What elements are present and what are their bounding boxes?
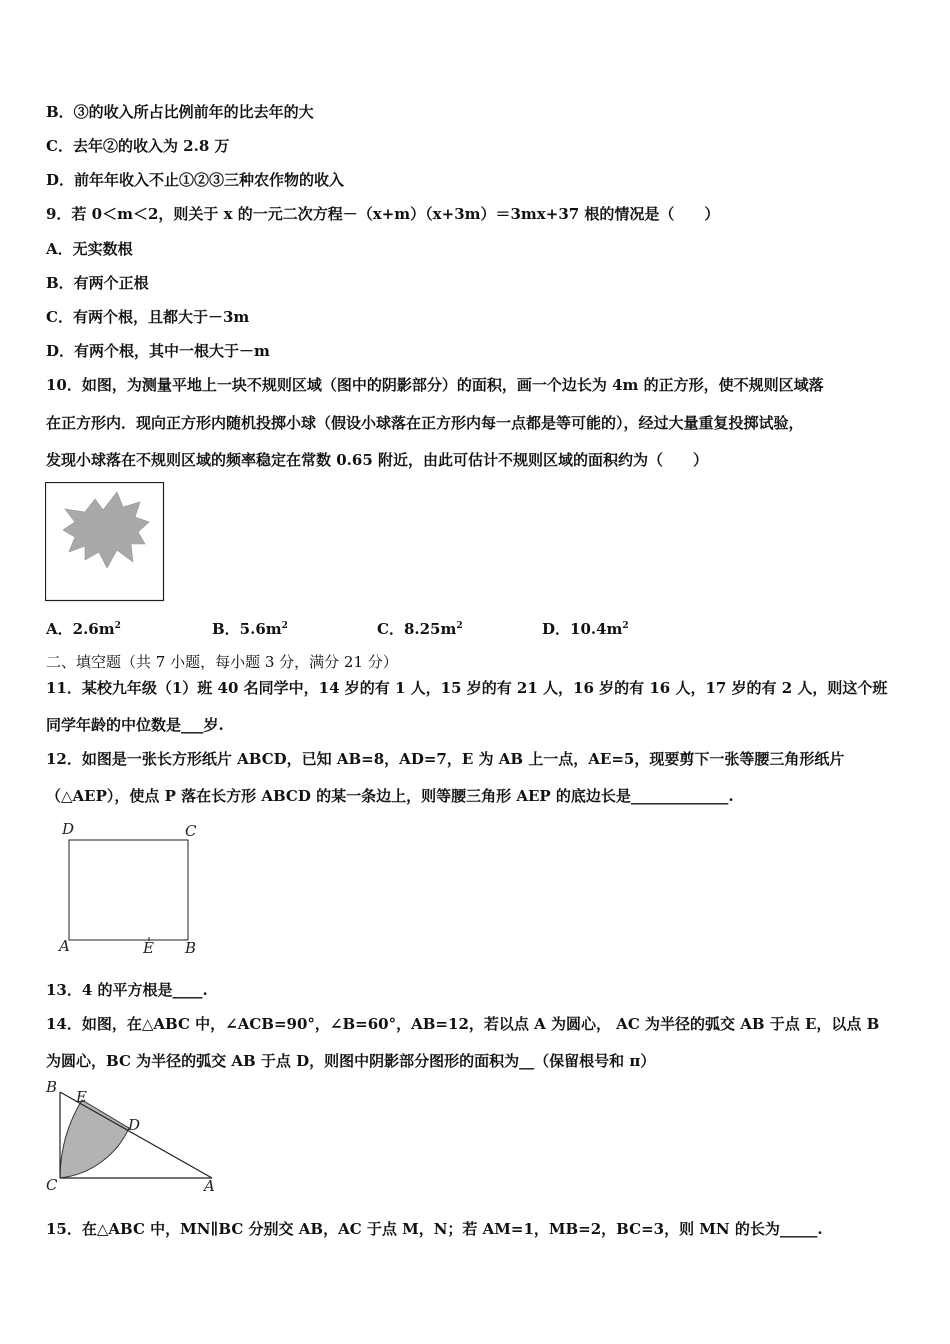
q8-option-d: D．前年年收入不止①②③三种农作物的收入: [46, 171, 345, 189]
q10-stem-line1: 10．如图，为测量平地上一块不规则区域（图中的阴影部分）的面积，画一个边长为 4m 的正方形，使不规则区域落: [46, 376, 824, 394]
rectangle-abcd: [69, 840, 188, 940]
label-a: A: [204, 1177, 215, 1195]
q9-option-c: C．有两个根，且都大于－3m: [46, 308, 250, 326]
q10-option-c: C．$8.25m^2$: [377, 620, 463, 638]
label-b: B: [185, 939, 197, 957]
q9-stem: 9．若 0＜m＜2，则关于 x 的一元二次方程－（x+m）（x+3m）＝3mx+37 根的情况是（ ）: [46, 205, 720, 223]
q8-option-b: B．③的收入所占比例前年的比去年的大: [46, 103, 314, 121]
q10-option-d: D．$10.4m^2$: [542, 620, 629, 638]
q10-square-figure: [45, 482, 165, 602]
q10-stem-line3: 发现小球落在不规则区域的频率稳定在常数 0.65 附近，由此可估计不规则区域的面积约为（ ）: [46, 451, 708, 469]
label-c: C: [185, 822, 197, 840]
q15-line1: 15．在△ABC 中，MN∥BC 分别交 AB，AC 于点 M，N；若 AM=1，MB=2，BC=3，则 MN 的长为_____.: [46, 1220, 823, 1238]
q11-line2: 同学年龄的中位数是___岁.: [46, 716, 224, 734]
q13-line1: 13．4 的平方根是____.: [46, 981, 208, 999]
q14-line1: 14．如图，在△ABC 中，∠ACB=90°，∠B=60°，AB=12，若以点 A 为圆心， AC 为半径的弧交 AB 于点 E，以点 B: [46, 1015, 880, 1033]
q14-line2: 为圆心，BC 为半径的弧交 AB 于点 D，则图中阴影部分图形的面积为__（保留根号和 π）: [46, 1052, 656, 1070]
label-e: E: [143, 939, 154, 957]
q10-stem-line2: 在正方形内．现向正方形内随机投掷小球（假设小球落在正方形内每一点都是等可能的），经过大量重复投掷试验，: [46, 414, 804, 432]
q11-line1: 11．某校九年级（1）班 40 名同学中，14 岁的有 1 人，15 岁的有 21 人，16 岁的有 16 人，17 岁的有 2 人，则这个班: [46, 679, 888, 697]
q8-option-c: C．去年②的收入为 2.8 万: [46, 137, 230, 155]
q9-option-b: B．有两个正根: [46, 274, 149, 292]
label-a: A: [59, 937, 70, 955]
q9-option-d: D．有两个根，其中一根大于－m: [46, 342, 270, 360]
label-b: B: [46, 1078, 58, 1096]
q12-line2: （△AEP），使点 P 落在长方形 ABCD 的某一条边上，则等腰三角形 AEP 的底边长是_____________.: [46, 787, 734, 805]
label-d: D: [128, 1116, 141, 1134]
label-d: D: [62, 820, 75, 838]
q14-triangle-figure: [44, 1078, 222, 1196]
q10-option-b: B．$5.6m^2$: [212, 620, 288, 638]
label-c: C: [46, 1176, 58, 1194]
q10-option-a: A．$2.6m^2$: [46, 620, 121, 638]
q12-line1: 12．如图是一张长方形纸片 ABCD，已知 AB=8，AD=7，E 为 AB 上一点，AE=5，现要剪下一张等腰三角形纸片: [46, 750, 845, 768]
section-title: 二、填空题（共 7 小题，每小题 3 分，满分 21 分）: [46, 653, 398, 671]
q12-rectangle-figure: [55, 820, 205, 960]
q9-option-a: A．无实数根: [46, 240, 133, 258]
label-e: E: [76, 1088, 87, 1106]
